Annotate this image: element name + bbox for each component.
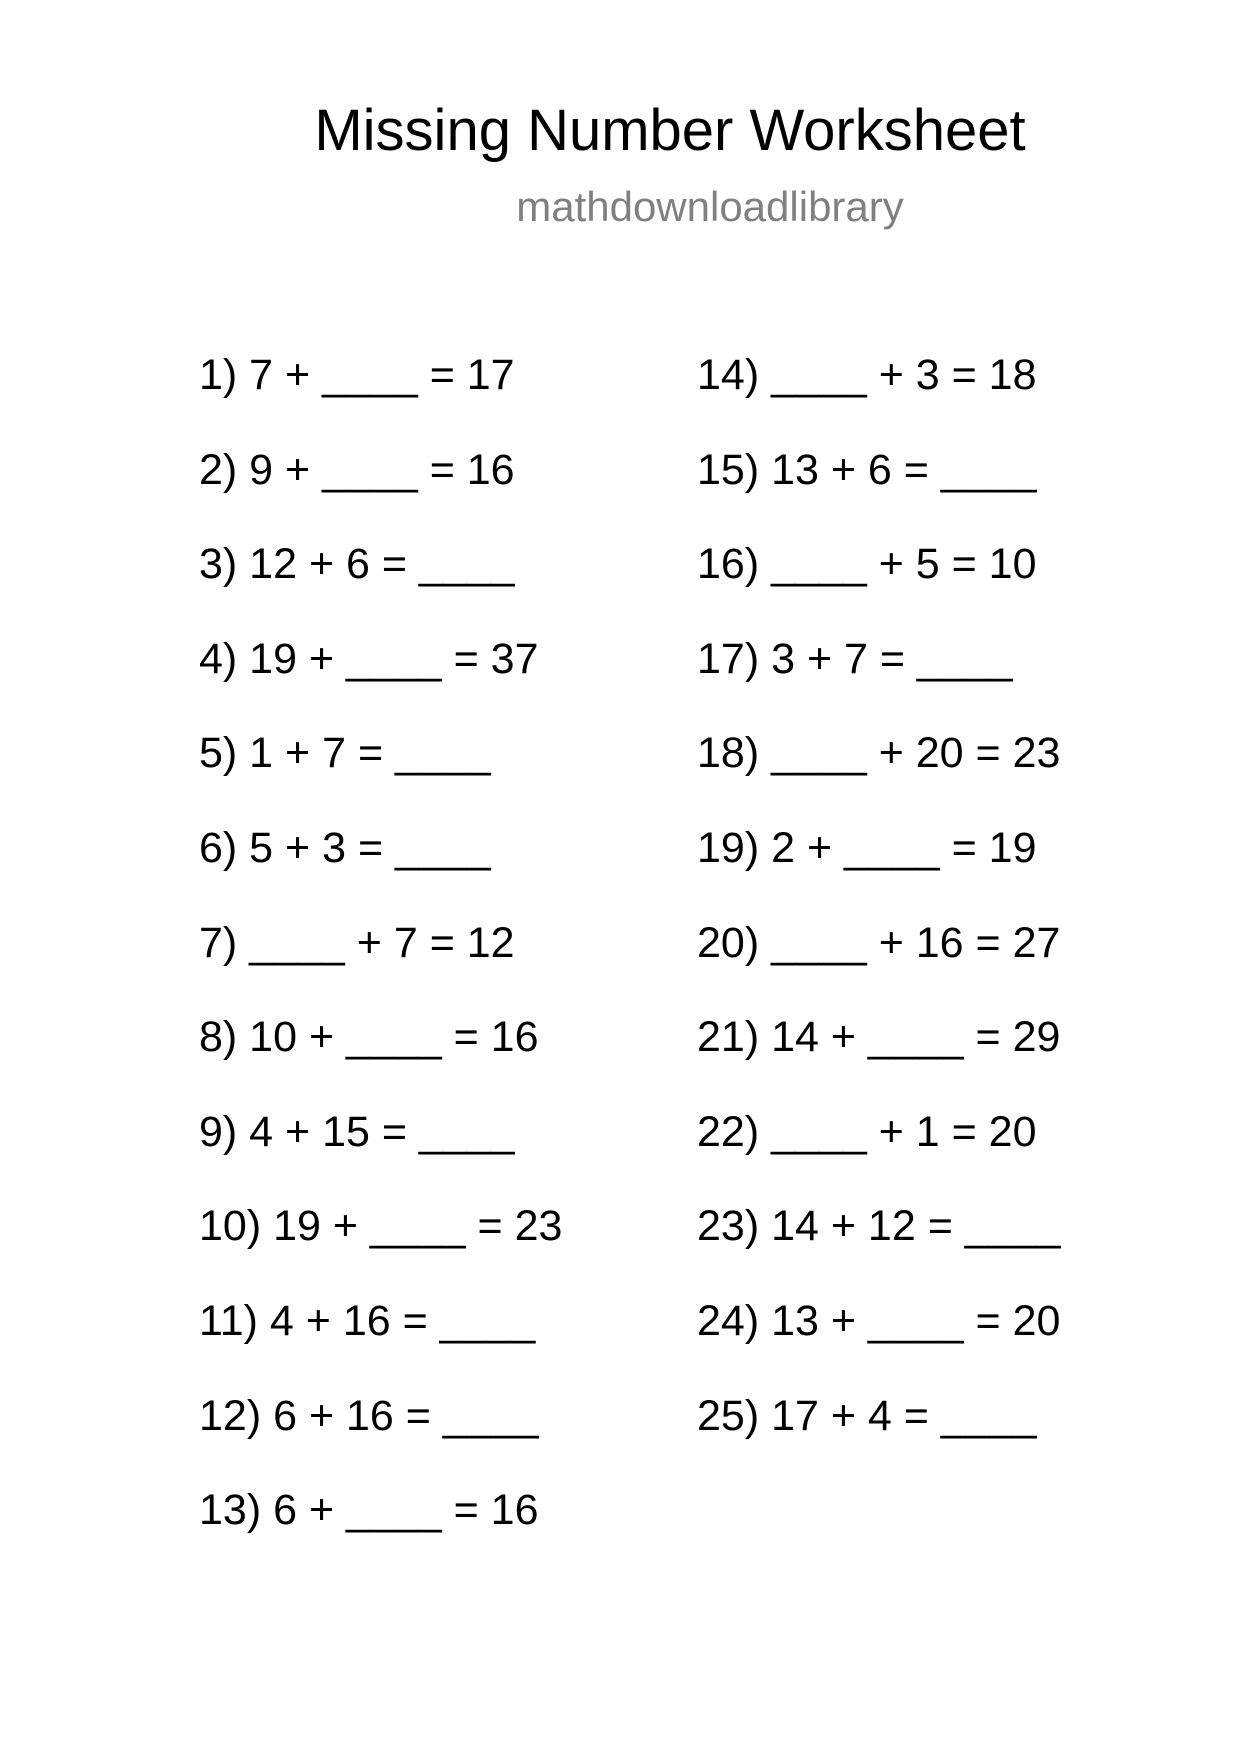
problem-11: 11) 4 + 16 = ____ xyxy=(199,1296,536,1345)
problem-3: 3) 12 + 6 = ____ xyxy=(199,540,515,589)
problem-1: 1) 7 + ____ = 17 xyxy=(199,351,515,399)
problem-18: 18) ____ + 20 = 23 xyxy=(697,729,1061,778)
worksheet-title: Missing Number Worksheet xyxy=(314,98,1026,163)
problem-2: 2) 9 + ____ = 16 xyxy=(199,445,515,494)
problem-7: 7) ____ + 7 = 12 xyxy=(199,918,515,967)
problem-5: 5) 1 + 7 = ____ xyxy=(199,729,491,778)
problem-8: 8) 10 + ____ = 16 xyxy=(199,1013,539,1062)
problem-24: 24) 13 + ____ = 20 xyxy=(697,1296,1061,1345)
problem-12: 12) 6 + 16 = ____ xyxy=(199,1391,539,1440)
problem-22: 22) ____ + 1 = 20 xyxy=(697,1107,1037,1156)
problem-23: 23) 14 + 12 = ____ xyxy=(697,1202,1061,1251)
problem-17: 17) 3 + 7 = ____ xyxy=(697,634,1013,683)
problem-16: 16) ____ + 5 = 10 xyxy=(697,540,1037,589)
problem-column-left xyxy=(199,345,562,1575)
problem-15: 15) 13 + 6 = ____ xyxy=(697,445,1037,494)
problem-6: 6) 5 + 3 = ____ xyxy=(199,823,491,872)
worksheet-subtitle: mathdownloadlibrary xyxy=(516,183,904,230)
problem-column-right xyxy=(697,345,1060,1480)
problem-25: 25) 17 + 4 = ____ xyxy=(697,1391,1037,1440)
problem-10: 10) 19 + ____ = 23 xyxy=(199,1202,563,1251)
problem-9: 9) 4 + 15 = ____ xyxy=(199,1107,515,1156)
problem-20: 20) ____ + 16 = 27 xyxy=(697,918,1061,967)
problem-14: 14) ____ + 3 = 18 xyxy=(697,351,1037,399)
problem-19: 19) 2 + ____ = 19 xyxy=(697,823,1037,872)
problem-21: 21) 14 + ____ = 29 xyxy=(697,1013,1061,1062)
problem-13: 13) 6 + ____ = 16 xyxy=(199,1486,539,1535)
problem-4: 4) 19 + ____ = 37 xyxy=(199,634,539,683)
